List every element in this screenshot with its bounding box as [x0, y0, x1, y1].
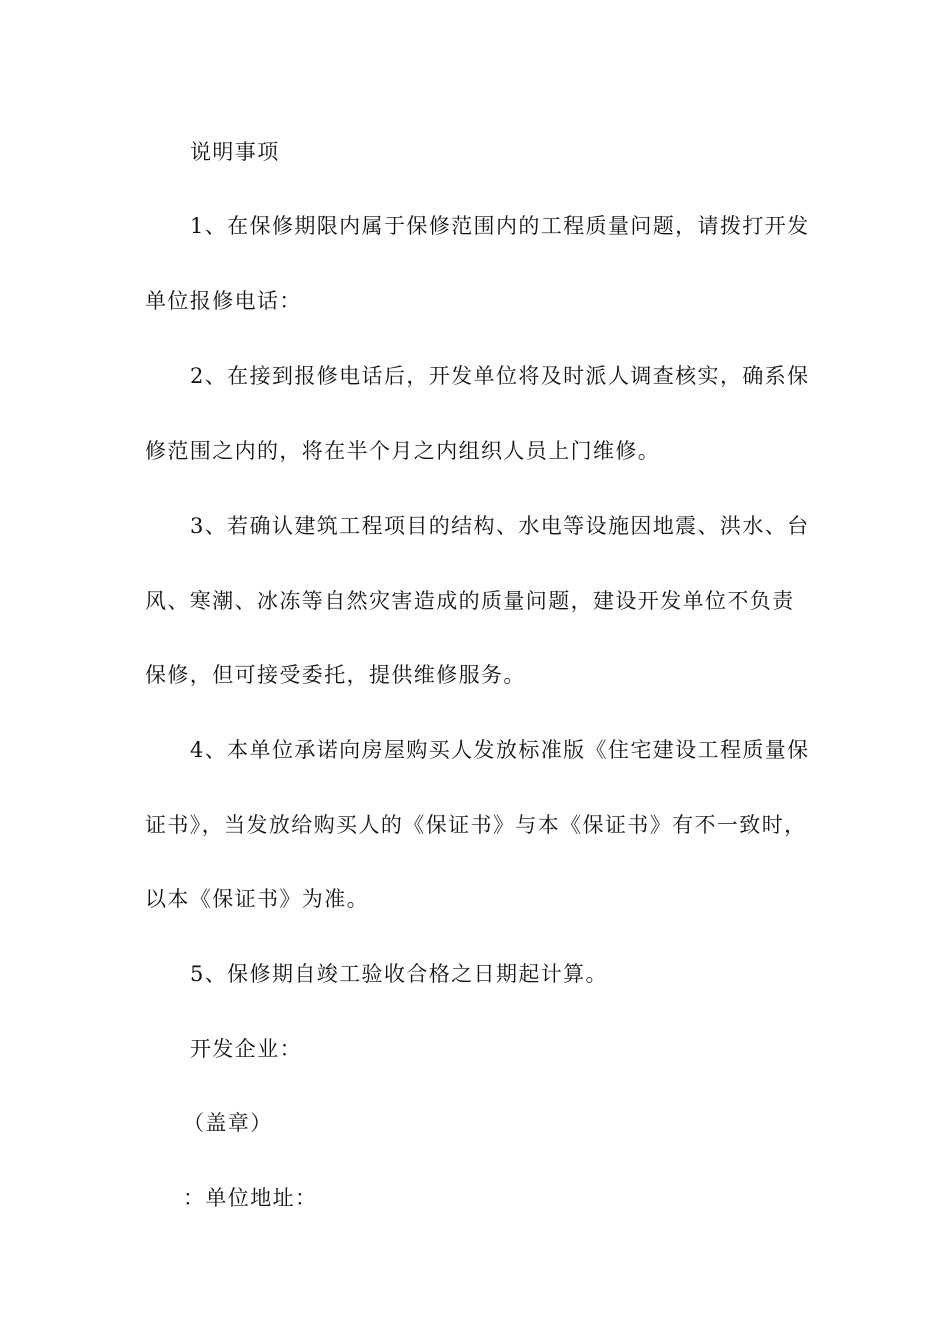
seal-label: （盖章）	[183, 1111, 273, 1135]
item-3-line-3: 保修，但可接受委托，提供维修服务。	[145, 663, 526, 687]
developer-label: 开发企业：	[190, 1037, 302, 1061]
item-1-line-2: 单位报修电话：	[145, 289, 302, 313]
item-1-line-1: 1、在保修期限内属于保修范围内的工程质量问题，请拨打开发	[190, 214, 810, 238]
document-heading: 说明事项	[190, 140, 280, 164]
item-4-line-1: 4、本单位承诺向房屋购买人发放标准版《住宅建设工程质量保	[190, 738, 810, 762]
address-label: ：单位地址：	[183, 1186, 318, 1210]
item-3-line-1: 3、若确认建筑工程项目的结构、水电等设施因地震、洪水、台	[190, 514, 810, 538]
item-2-line-2: 修范围之内的，将在半个月之内组织人员上门维修。	[145, 439, 661, 463]
item-4-line-3: 以本《保证书》为准。	[145, 887, 369, 911]
item-5-line-1: 5、保修期自竣工验收合格之日期起计算。	[190, 962, 608, 986]
item-3-line-2: 风、寒潮、冰冻等自然灾害造成的质量问题，建设开发单位不负责	[145, 589, 795, 613]
item-4-line-2: 证书》，当发放给购买人的《保证书》与本《保证书》有不一致时，	[145, 813, 807, 837]
item-2-line-1: 2、在接到报修电话后，开发单位将及时派人调查核实，确系保	[190, 364, 810, 388]
